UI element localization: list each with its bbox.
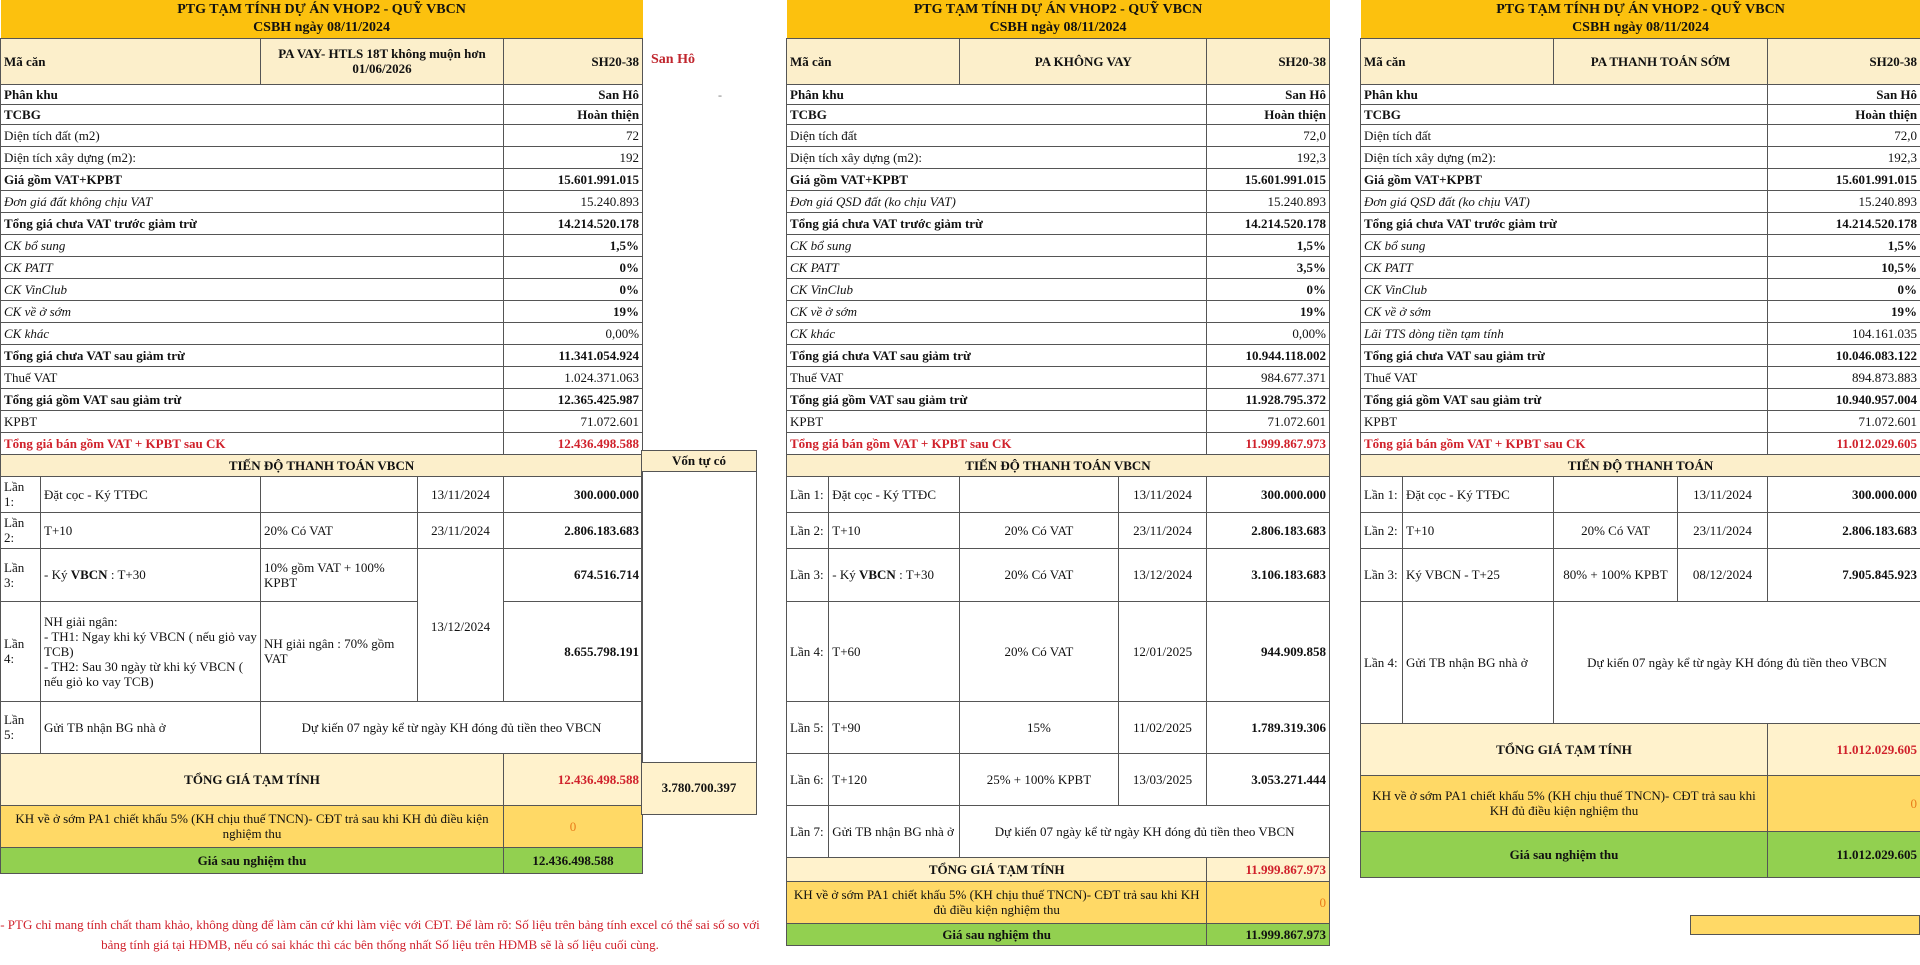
installment-no: Lần 2:	[787, 512, 829, 548]
price-row	[1, 366, 643, 388]
installment-date: 13/11/2024	[418, 476, 504, 512]
price-row-value: 0,00%	[1207, 322, 1330, 344]
installment-desc: Đặt cọc - Ký TTĐC	[1403, 476, 1554, 512]
price-row	[1, 256, 643, 278]
installment-amount: 8.655.798.191	[504, 601, 643, 701]
installment-desc: NH giải ngân: - TH1: Ngay khi ký VBCN ( nếu giỏ vay TCB) - TH2: Sau 30 ngày từ khi ký VBCN ( nếu giỏ ko vay TCB)	[41, 601, 261, 701]
price-row-label: Đơn giá đất không chịu VAT	[1, 190, 504, 212]
phan-khu-value: San Hô	[1207, 84, 1330, 104]
price-row	[1, 124, 643, 146]
installment-desc: Đặt cọc - Ký TTĐC	[829, 476, 960, 512]
installment-row	[1361, 601, 1920, 723]
installment-note: Dự kiến 07 ngày kể từ ngày KH đóng đủ tiền theo VBCN	[960, 805, 1330, 857]
title-line2: CSBH ngày 08/11/2024	[1572, 19, 1709, 35]
price-row-label: Tổng giá chưa VAT sau giảm trừ	[1, 344, 504, 366]
price-row-label: Thuế VAT	[1361, 366, 1768, 388]
price-row	[1, 410, 643, 432]
sheet-title	[787, 0, 1330, 38]
price-row-value: 10.940.957.004	[1768, 388, 1920, 410]
price-row	[787, 388, 1330, 410]
early-discount-label: KH về ở sớm PA1 chiết khấu 5% (KH chịu thuế TNCN)- CĐT trả sau khi KH đủ điều kiện nghiệm thu	[1, 805, 504, 847]
own-capital-column	[641, 450, 757, 815]
price-row	[787, 190, 1330, 212]
installment-amount: 300.000.000	[1768, 476, 1920, 512]
installment-date: 13/11/2024	[1118, 476, 1207, 512]
price-row	[1361, 212, 1920, 234]
price-row-label: Diện tích đất	[787, 124, 1207, 146]
price-row-label: KPBT	[1, 410, 504, 432]
price-row	[1361, 190, 1920, 212]
price-row-label: Tổng giá bán gồm VAT + KPBT sau CK	[1361, 432, 1768, 454]
price-row-value: 11.999.867.973	[1207, 432, 1330, 454]
total-label: TỔNG GIÁ TẠM TÍNH	[787, 857, 1207, 881]
plan-name: PA THANH TOÁN SỚM	[1554, 38, 1768, 84]
side-dash: -	[718, 88, 722, 102]
price-row-label: CK về ở sớm	[787, 300, 1207, 322]
price-row	[1, 190, 643, 212]
tcbg-value: Hoàn thiện	[1207, 104, 1330, 124]
price-row-label: Tổng giá chưa VAT sau giảm trừ	[787, 344, 1207, 366]
installment-no: Lần 4:	[787, 601, 829, 701]
installment-rate	[1554, 476, 1678, 512]
price-row-label: Tổng giá chưa VAT trước giảm trừ	[1361, 212, 1768, 234]
installment-rate	[261, 476, 418, 512]
title-line1: PTG TẠM TÍNH DỰ ÁN VHOP2 - QUỸ VBCN	[1496, 1, 1785, 17]
price-row	[1, 234, 643, 256]
installment-no: Lần 1:	[787, 476, 829, 512]
price-row-value: 11.012.029.605	[1768, 432, 1920, 454]
price-row-label: CK PATT	[1361, 256, 1768, 278]
price-row	[1, 344, 643, 366]
price-row-label: CK bổ sung	[1361, 234, 1768, 256]
price-row-label: CK về ở sớm	[1, 300, 504, 322]
installment-amount: 1.789.319.306	[1207, 701, 1330, 753]
price-row-label: CK PATT	[1, 256, 504, 278]
middle-sheet	[786, 0, 1330, 946]
price-row	[1361, 366, 1920, 388]
installment-amount: 2.806.183.683	[1207, 512, 1330, 548]
price-row	[1, 388, 643, 410]
installment-no: Lần 7:	[787, 805, 829, 857]
price-row-value: 15.601.991.015	[1207, 168, 1330, 190]
installment-no: Lần 5:	[787, 701, 829, 753]
installment-desc: Đặt cọc - Ký TTĐC	[41, 476, 261, 512]
highlighted-empty-cell	[1690, 915, 1920, 935]
price-row-value: 1.024.371.063	[504, 366, 643, 388]
right-sheet	[1360, 0, 1920, 878]
price-row	[1361, 234, 1920, 256]
price-row-value: 0%	[1207, 278, 1330, 300]
schedule-title: TIẾN ĐỘ THANH TOÁN	[1361, 454, 1920, 476]
price-row-label: CK PATT	[787, 256, 1207, 278]
price-row-label: Diện tích xây dựng (m2):	[787, 146, 1207, 168]
price-row	[1, 146, 643, 168]
installment-desc: T+10	[41, 512, 261, 548]
installment-rate: 20% Có VAT	[960, 601, 1118, 701]
price-row	[787, 322, 1330, 344]
price-row-label: Tổng giá chưa VAT trước giảm trừ	[787, 212, 1207, 234]
price-row-label: Giá gồm VAT+KPBT	[1, 168, 504, 190]
price-row	[1361, 344, 1920, 366]
price-row	[787, 256, 1330, 278]
sheet-title	[1, 0, 643, 38]
price-row-value: 1,5%	[1768, 234, 1920, 256]
schedule-title: TIẾN ĐỘ THANH TOÁN VBCN	[787, 454, 1330, 476]
installment-rate: 20% Có VAT	[960, 548, 1118, 601]
ma-can-label: Mã căn	[787, 38, 960, 84]
installment-no: Lần 3:	[1, 548, 41, 601]
price-row-value: 12.436.498.588	[504, 432, 643, 454]
installment-row	[787, 476, 1330, 512]
middle-price-table	[786, 0, 1330, 946]
price-row-value: 71.072.601	[1207, 410, 1330, 432]
price-row-value: 0,00%	[504, 322, 643, 344]
price-row-value: 15.240.893	[504, 190, 643, 212]
price-row-value: 0%	[504, 256, 643, 278]
price-row-label: Giá gồm VAT+KPBT	[787, 168, 1207, 190]
price-row-value: 0%	[1768, 278, 1920, 300]
installment-date: 11/02/2025	[1118, 701, 1207, 753]
installment-desc: Gửi TB nhận BG nhà ở	[829, 805, 960, 857]
installment-rate	[960, 476, 1118, 512]
price-row-value: 19%	[504, 300, 643, 322]
installment-date: 08/12/2024	[1678, 548, 1768, 601]
price-row	[1, 322, 643, 344]
installment-date: 23/11/2024	[1118, 512, 1207, 548]
ma-can-label: Mã căn	[1361, 38, 1554, 84]
price-row	[1361, 278, 1920, 300]
installment-no: Lần 3:	[787, 548, 829, 601]
price-row-value: 19%	[1207, 300, 1330, 322]
installment-no: Lần 4:	[1361, 601, 1403, 723]
installment-rate: 10% gồm VAT + 100% KPBT	[261, 548, 418, 601]
price-row-label: CK VinClub	[787, 278, 1207, 300]
price-row-value: 15.240.893	[1768, 190, 1920, 212]
installment-no: Lần 2:	[1361, 512, 1403, 548]
installment-row	[787, 805, 1330, 857]
installment-desc: T+10	[829, 512, 960, 548]
price-row	[787, 212, 1330, 234]
price-row-value: 11.928.795.372	[1207, 388, 1330, 410]
price-row-value: 1,5%	[1207, 234, 1330, 256]
phan-khu-value: San Hô	[1768, 84, 1920, 104]
price-row	[1361, 300, 1920, 322]
installment-desc: Gửi TB nhận BG nhà ở	[41, 701, 261, 753]
price-row-label: CK bổ sung	[1, 234, 504, 256]
total-label: TỔNG GIÁ TẠM TÍNH	[1, 753, 504, 805]
price-row-value: 192,3	[1207, 146, 1330, 168]
price-row	[787, 234, 1330, 256]
installment-amount: 7.905.845.923	[1768, 548, 1920, 601]
installment-rate: 80% + 100% KPBT	[1554, 548, 1678, 601]
price-row-label: Đơn giá QSD đất (ko chịu VAT)	[1361, 190, 1768, 212]
tcbg-label: TCBG	[1361, 104, 1768, 124]
installment-desc: T+90	[829, 701, 960, 753]
price-row-label: Tổng giá chưa VAT sau giảm trừ	[1361, 344, 1768, 366]
installment-amount: 3.053.271.444	[1207, 753, 1330, 805]
installment-no: Lần 2:	[1, 512, 41, 548]
price-row-label: Lãi TTS dòng tiền tạm tính	[1361, 322, 1768, 344]
title-line1: PTG TẠM TÍNH DỰ ÁN VHOP2 - QUỸ VBCN	[913, 1, 1203, 17]
title-line1: PTG TẠM TÍNH DỰ ÁN VHOP2 - QUỸ VBCN	[177, 1, 466, 17]
price-row-value: 14.214.520.178	[504, 212, 643, 234]
unit-code: SH20-38	[1768, 38, 1920, 84]
price-row-value: 1,5%	[504, 234, 643, 256]
price-row	[1, 212, 643, 234]
tcbg-label: TCBG	[1, 104, 504, 124]
installment-amount: 300.000.000	[504, 476, 643, 512]
price-row-label: CK khác	[787, 322, 1207, 344]
price-row	[1, 278, 643, 300]
right-price-table	[1360, 0, 1920, 878]
price-row	[787, 278, 1330, 300]
price-row	[1, 432, 643, 454]
unit-code: SH20-38	[504, 38, 643, 84]
price-row-value: 10.046.083.122	[1768, 344, 1920, 366]
price-row-label: Giá gồm VAT+KPBT	[1361, 168, 1768, 190]
price-row	[787, 432, 1330, 454]
price-row-label: Diện tích đất	[1361, 124, 1768, 146]
plan-name: PA KHÔNG VAY	[960, 38, 1207, 84]
price-row	[1361, 256, 1920, 278]
installment-row	[1361, 476, 1920, 512]
disclaimer-note: - PTG chỉ mang tính chất tham khảo, không dùng để làm căn cứ khi làm việc với CĐT. Để làm rõ: Số liệu trên bảng tính excel có thể sai số so với bảng tính giá tại HĐMB, nếu có sai khác thì các bên thống nhất Số liệu trên HĐMB sẽ là số liệu cuối cùng.	[0, 917, 760, 952]
after-acceptance-value: 11.999.867.973	[1207, 923, 1330, 945]
price-row-value: 10.944.118.002	[1207, 344, 1330, 366]
price-row-label: Thuế VAT	[787, 366, 1207, 388]
price-row-label: Đơn giá QSD đất (ko chịu VAT)	[787, 190, 1207, 212]
tcbg-value: Hoàn thiện	[1768, 104, 1920, 124]
price-row-value: 15.240.893	[1207, 190, 1330, 212]
installment-amount: 944.909.858	[1207, 601, 1330, 701]
price-row	[1361, 410, 1920, 432]
price-row-value: 72,0	[1207, 124, 1330, 146]
installment-date: 13/03/2025	[1118, 753, 1207, 805]
installment-no: Lần 6:	[787, 753, 829, 805]
phan-khu-label: Phân khu	[1, 84, 504, 104]
own-capital-label: Vốn tự có	[641, 450, 757, 472]
installment-date: 13/12/2024	[1118, 548, 1207, 601]
installment-date: 12/01/2025	[1118, 601, 1207, 701]
installment-note: Dự kiến 07 ngày kể từ ngày KH đóng đủ tiền theo VBCN	[261, 701, 643, 753]
side-label-san-ho: San Hô	[651, 52, 695, 67]
after-acceptance-value: 11.012.029.605	[1768, 831, 1920, 877]
installment-date: 13/11/2024	[1678, 476, 1768, 512]
price-row	[1361, 168, 1920, 190]
price-row-value: 15.601.991.015	[504, 168, 643, 190]
installment-rate: NH giải ngân : 70% gồm VAT	[261, 601, 418, 701]
price-row-value: 19%	[1768, 300, 1920, 322]
installment-date: 23/11/2024	[1678, 512, 1768, 548]
installment-desc: T+120	[829, 753, 960, 805]
installment-desc: Gửi TB nhận BG nhà ở	[1403, 601, 1554, 723]
installment-no: Lần 1:	[1361, 476, 1403, 512]
installment-row	[787, 753, 1330, 805]
total-label: TỔNG GIÁ TẠM TÍNH	[1361, 723, 1768, 775]
installment-amount: 2.806.183.683	[504, 512, 643, 548]
price-row	[1361, 388, 1920, 410]
price-row	[1, 300, 643, 322]
unit-code: SH20-38	[1207, 38, 1330, 84]
price-row-value: 894.873.883	[1768, 366, 1920, 388]
price-row	[1361, 322, 1920, 344]
plan-name: PA VAY- HTLS 18T không muộn hơn 01/06/2026	[261, 38, 504, 84]
installment-row	[1361, 512, 1920, 548]
price-row-value: 11.341.054.924	[504, 344, 643, 366]
phan-khu-value: San Hô	[504, 84, 643, 104]
installment-rate: 20% Có VAT	[960, 512, 1118, 548]
ma-can-label: Mã căn	[1, 38, 261, 84]
installment-desc: - Ký VBCN : T+30	[41, 548, 261, 601]
installment-rate: 15%	[960, 701, 1118, 753]
price-row-value: 192	[504, 146, 643, 168]
installment-no: Lần 5:	[1, 701, 41, 753]
price-row-label: Tổng giá gồm VAT sau giảm trừ	[1361, 388, 1768, 410]
price-row	[1361, 124, 1920, 146]
installment-amount: 2.806.183.683	[1768, 512, 1920, 548]
price-row-label: CK bổ sung	[787, 234, 1207, 256]
installment-desc: Ký VBCN - T+25	[1403, 548, 1554, 601]
installment-rate: 20% Có VAT	[261, 512, 418, 548]
price-row-value: 72	[504, 124, 643, 146]
sheet-title	[1361, 0, 1920, 38]
left-price-table	[0, 0, 643, 874]
price-row-label: KPBT	[787, 410, 1207, 432]
title-line2: CSBH ngày 08/11/2024	[253, 19, 390, 35]
installment-desc: - Ký VBCN : T+30	[829, 548, 960, 601]
price-row-label: Diện tích xây dựng (m2):	[1361, 146, 1768, 168]
total-value: 11.012.029.605	[1768, 723, 1920, 775]
schedule-title: TIẾN ĐỘ THANH TOÁN VBCN	[1, 454, 643, 476]
price-row-value: 72,0	[1768, 124, 1920, 146]
price-row-value: 12.365.425.987	[504, 388, 643, 410]
price-row-label: Diện tích đất (m2)	[1, 124, 504, 146]
left-sheet	[0, 0, 643, 874]
title-line2: CSBH ngày 08/11/2024	[989, 19, 1127, 35]
price-row-label: Tổng giá bán gồm VAT + KPBT sau CK	[787, 432, 1207, 454]
price-row-label: Thuế VAT	[1, 366, 504, 388]
price-row-value: 71.072.601	[504, 410, 643, 432]
installment-note: Dự kiến 07 ngày kể từ ngày KH đóng đủ tiền theo VBCN	[1554, 601, 1920, 723]
price-row-value: 10,5%	[1768, 256, 1920, 278]
after-acceptance-label: Giá sau nghiệm thu	[787, 923, 1207, 945]
early-discount-label: KH về ở sớm PA1 chiết khấu 5% (KH chịu thuế TNCN)- CĐT trả sau khi KH đủ điều kiện nghiệm thu	[787, 881, 1207, 923]
early-discount-value: 0	[1768, 775, 1920, 831]
price-row	[1361, 146, 1920, 168]
price-row-value: 0%	[504, 278, 643, 300]
price-row	[1361, 432, 1920, 454]
price-row-value: 14.214.520.178	[1207, 212, 1330, 234]
installment-amount: 300.000.000	[1207, 476, 1330, 512]
phan-khu-label: Phân khu	[787, 84, 1207, 104]
price-row-label: CK VinClub	[1, 278, 504, 300]
price-row-value: 104.161.035	[1768, 322, 1920, 344]
price-row-label: Tổng giá gồm VAT sau giảm trừ	[787, 388, 1207, 410]
phan-khu-label: Phân khu	[1361, 84, 1768, 104]
price-row	[787, 344, 1330, 366]
installment-row	[787, 512, 1330, 548]
installment-amount: 674.516.714	[504, 548, 643, 601]
price-row	[787, 168, 1330, 190]
installment-rate: 20% Có VAT	[1554, 512, 1678, 548]
total-value: 11.999.867.973	[1207, 857, 1330, 881]
price-row	[787, 366, 1330, 388]
installment-desc: T+60	[829, 601, 960, 701]
price-row	[787, 146, 1330, 168]
installment-row	[787, 548, 1330, 601]
installment-rate: 25% + 100% KPBT	[960, 753, 1118, 805]
price-row-value: 192,3	[1768, 146, 1920, 168]
price-row-label: CK về ở sớm	[1361, 300, 1768, 322]
price-row-value: 3,5%	[1207, 256, 1330, 278]
price-row	[787, 300, 1330, 322]
installment-row	[787, 601, 1330, 701]
tcbg-label: TCBG	[787, 104, 1207, 124]
price-row	[787, 410, 1330, 432]
early-discount-value: 0	[504, 805, 643, 847]
early-discount-label: KH về ở sớm PA1 chiết khấu 5% (KH chịu thuế TNCN)- CĐT trả sau khi KH đủ điều kiện nghiệm thu	[1361, 775, 1768, 831]
installment-no: Lần 3:	[1361, 548, 1403, 601]
installment-row	[787, 701, 1330, 753]
price-row-label: Tổng giá chưa VAT trước giảm trừ	[1, 212, 504, 234]
total-value: 12.436.498.588	[504, 753, 643, 805]
price-row	[1, 168, 643, 190]
tcbg-value: Hoàn thiện	[504, 104, 643, 124]
price-row-value: 984.677.371	[1207, 366, 1330, 388]
price-row-value: 71.072.601	[1768, 410, 1920, 432]
price-row-label: Diện tích xây dựng (m2):	[1, 146, 504, 168]
price-row-value: 15.601.991.015	[1768, 168, 1920, 190]
installment-no: Lần 4:	[1, 601, 41, 701]
early-discount-value: 0	[1207, 881, 1330, 923]
installment-row	[1361, 548, 1920, 601]
price-row-label: Tổng giá gồm VAT sau giảm trừ	[1, 388, 504, 410]
price-row-value: 14.214.520.178	[1768, 212, 1920, 234]
installment-date: 13/12/2024	[418, 548, 504, 701]
own-capital-value: 3.780.700.397	[641, 763, 757, 815]
after-acceptance-label: Giá sau nghiệm thu	[1361, 831, 1768, 877]
installment-no: Lần 1:	[1, 476, 41, 512]
price-row	[787, 124, 1330, 146]
price-row-label: KPBT	[1361, 410, 1768, 432]
price-row-label: CK VinClub	[1361, 278, 1768, 300]
price-row-label: CK khác	[1, 322, 504, 344]
installment-date: 23/11/2024	[418, 512, 504, 548]
installment-amount: 3.106.183.683	[1207, 548, 1330, 601]
price-row-label: Tổng giá bán gồm VAT + KPBT sau CK	[1, 432, 504, 454]
installment-desc: T+10	[1403, 512, 1554, 548]
after-acceptance-label: Giá sau nghiệm thu	[1, 847, 504, 873]
after-acceptance-value: 12.436.498.588	[504, 847, 643, 873]
